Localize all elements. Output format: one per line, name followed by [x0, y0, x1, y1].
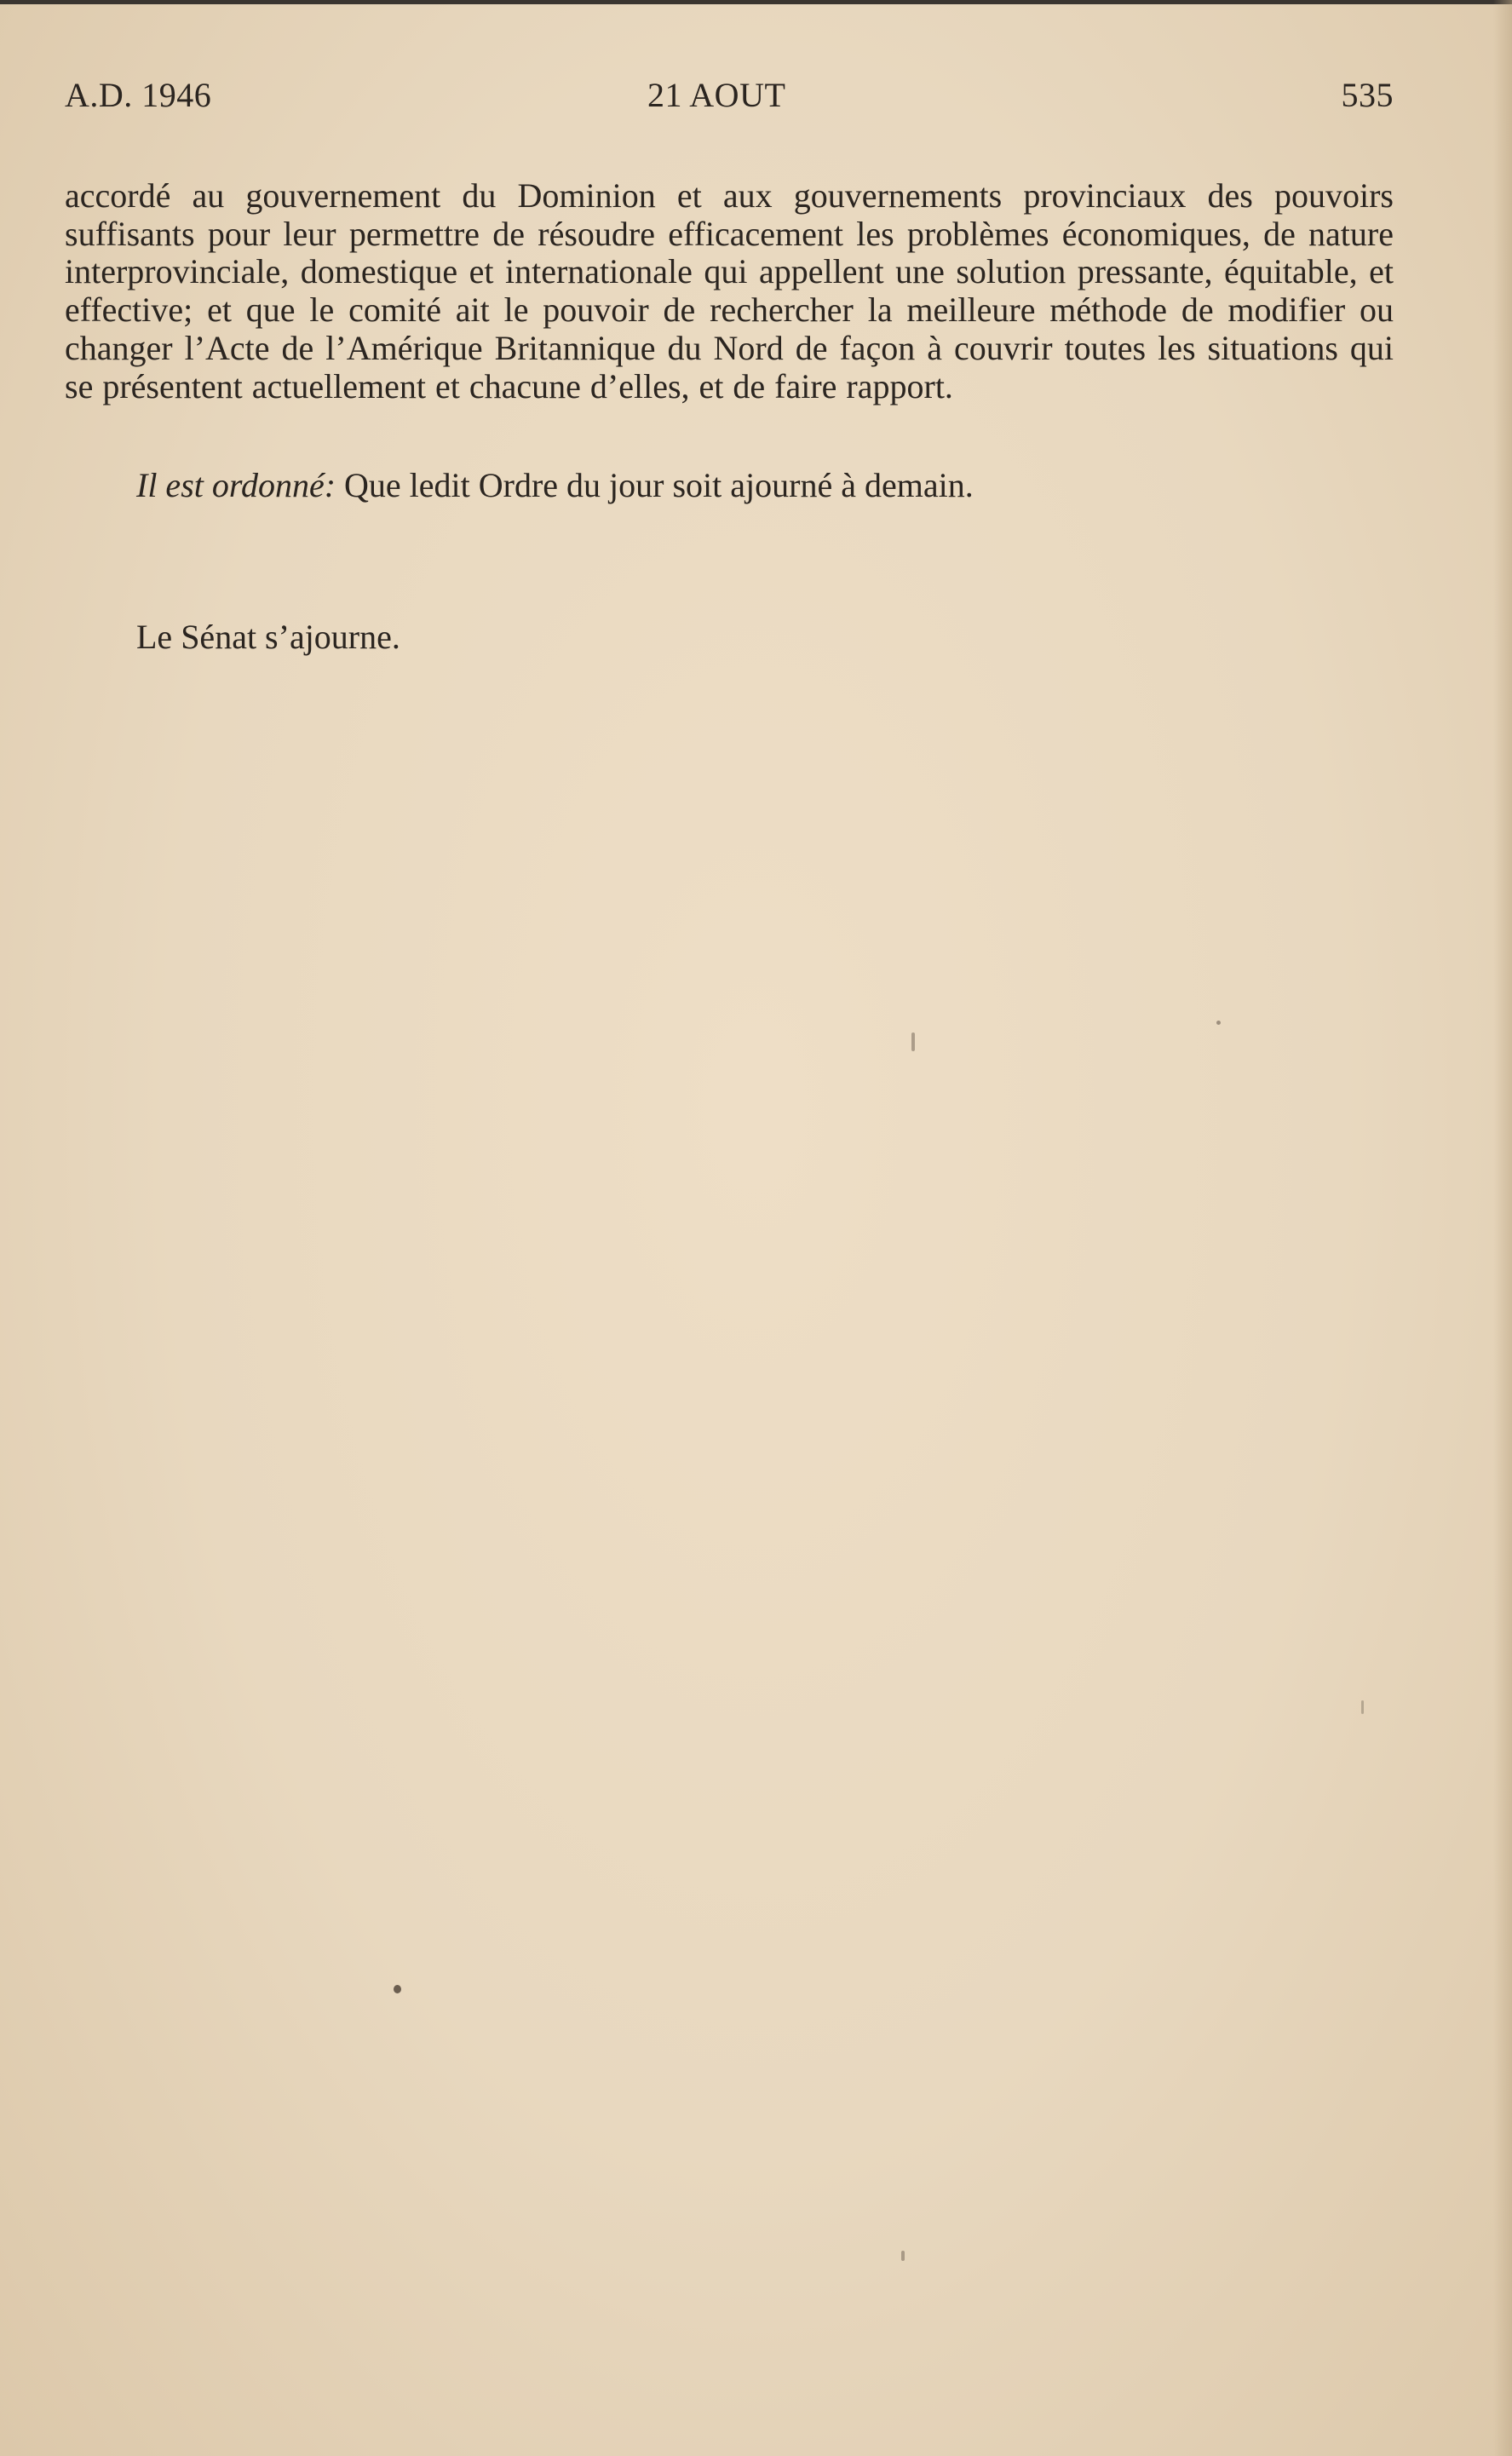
body-paragraph: accordé au gouvernement du Dominion et aux gouvernements provinciaux des pouvoirs suffisants pour leur permettre de résoudre efficacement les problèmes économiques, de nature interprovinciale, domestique et internationale qui appellent une solution pressante, équitable, et effective; et que le comité ait le pouvoir de rechercher la meilleure méthode de modifier ou changer l’Acte de l’Amérique Britannique du Nord de façon à couvrir toutes les situations qui se présentent actuellement et chacune d’elles, et de faire rapport. [65, 176, 1394, 405]
paper-speck [911, 1032, 915, 1051]
adjournment-line: Le Sénat s’ajourne. [136, 618, 400, 656]
order-text: Que ledit Ordre du jour soit ajourné à demain. [336, 466, 974, 504]
header-year: A.D. 1946 [65, 76, 212, 114]
page-right-edge-shadow [1493, 0, 1512, 2456]
paper-speck [394, 1985, 401, 1993]
header-date: 21 AOUT [647, 76, 786, 114]
paper-speck [1216, 1021, 1221, 1025]
page-top-edge [0, 0, 1512, 4]
paper-speck [1361, 1700, 1364, 1714]
page-number: 535 [1341, 76, 1394, 114]
running-header [65, 75, 1394, 126]
order-lead: Il est ordonné: [136, 466, 336, 504]
paper-speck [901, 2251, 905, 2261]
order-paragraph [136, 467, 1397, 504]
